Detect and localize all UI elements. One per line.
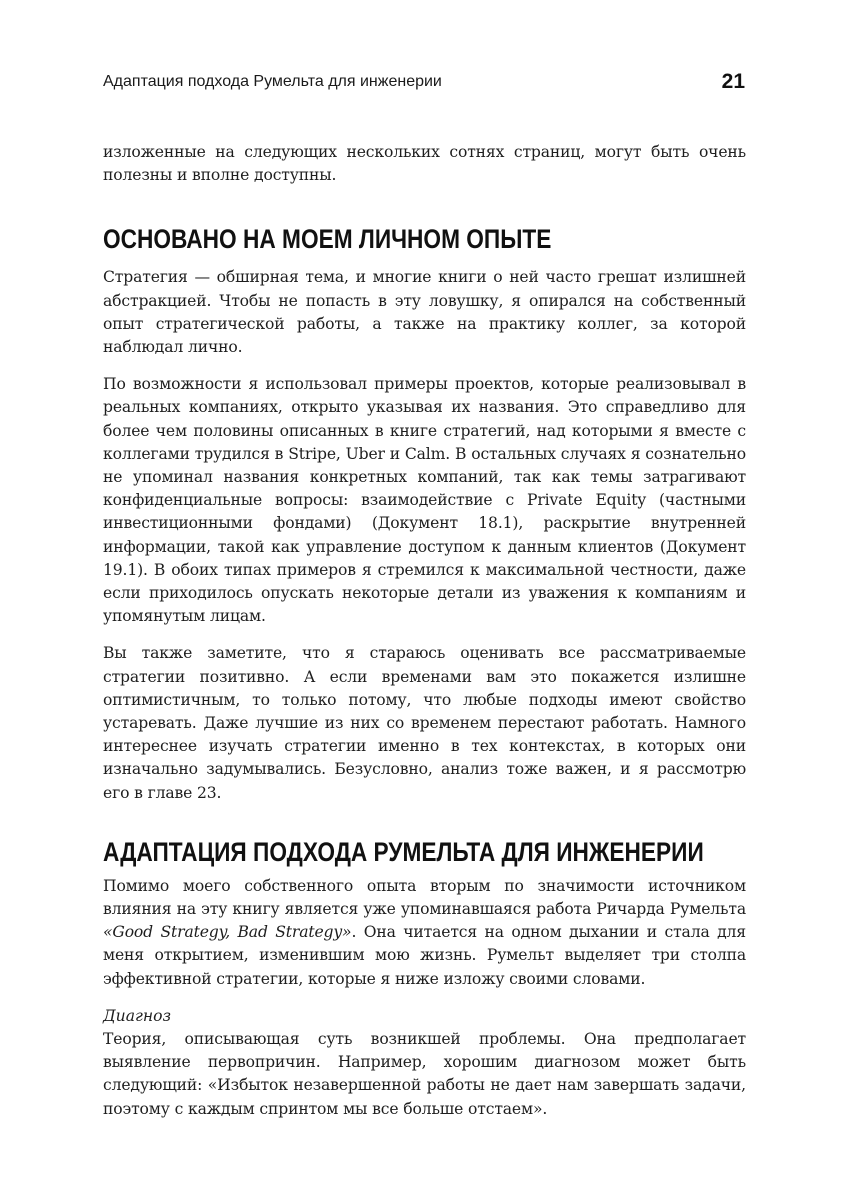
running-header-title: Адаптация подхода Румельта для инженерии	[103, 73, 442, 90]
personal-paragraph-3: Вы также заметите, что я стараюсь оценивать все рассматриваемые стратегии позитивно. А если временами вам это покажется излишне оптимистичным, то только потому, что любые подходы имеют свойство устаревать. Даже лучшие из них со временем перестают работать. Намного интереснее изучать стратегии именно в тех контекстах, в которых они изначально задумывались. Безусловно, анализ тоже важен, и я рассмотрю его в главе 23.	[103, 644, 746, 802]
definition-term-diagnosis: Диагноз	[103, 1006, 172, 1025]
section-heading-rumelt-adaptation: АДАПТАЦИЯ ПОДХОДА РУМЕЛЬТА ДЛЯ ИНЖЕНЕРИИ	[103, 836, 704, 867]
rumelt-paragraph	[103, 875, 746, 991]
page-number: 21	[721, 70, 745, 93]
book-title: «Good Strategy, Bad Strategy»	[103, 923, 352, 942]
page-body	[103, 141, 746, 1121]
section-heading-personal-experience: ОСНОВАНО НА МОЕМ ЛИЧНОМ ОПЫТЕ	[103, 224, 552, 255]
rumelt-paragraph-after-title: . Она читается на одном дыхании и стала для меня открытием, изменившим мою жизнь. Румельт выделяет три столпа эффективной стратегии, которые я ниже изложу своими словами.	[103, 923, 746, 988]
personal-paragraph-2: По возможности я использовал примеры проектов, которые реализовывал в реальных компаниях, открыто указывая их названия. Это справедливо для более чем половины описанных в книге стратегий, над которыми я вместе с коллегами трудился в Stripe, Uber и Calm. В остальных случаях я сознательно не упоминал названия конкретных компаний, так как темы затрагивают конфиденциальные вопросы: взаимодействие с Private Equity (частными инвестиционными фондами) (Документ 18.1), раскрытие внутренней информации, такой как управление доступом к данным клиентов (Документ 19.1). В обоих типах примеров я стремился к максимальной честности, даже если приходилось опускать некоторые детали из уважения к компаниям и упомянутым лицам.	[103, 375, 746, 626]
rumelt-paragraph-before-title: Помимо моего собственного опыта вторым по значимости источником влияния на эту книгу является уже упоминавшаяся работа Ричарда Румельта	[103, 876, 746, 919]
intro-paragraph: изложенные на следующих нескольких сотнях страниц, могут быть очень полезны и вполне доступны.	[103, 143, 746, 185]
definition-text-diagnosis: Теория, описывающая суть возникшей проблемы. Она предполагает выявление первопричин. Например, хорошим диагнозом может быть следующий: «Избыток незавершенной работы не дает нам завершать задачи, поэтому с каждым спринтом мы все больше отстаем».	[103, 1029, 746, 1118]
personal-paragraph-1: Стратегия — обширная тема, и многие книги о ней часто грешат излишней абстракцией. Чтобы не попасть в эту ловушку, я опирался на собственный опыт стратегической работы, а также на практику коллег, за которой наблюдал лично.	[103, 268, 746, 357]
